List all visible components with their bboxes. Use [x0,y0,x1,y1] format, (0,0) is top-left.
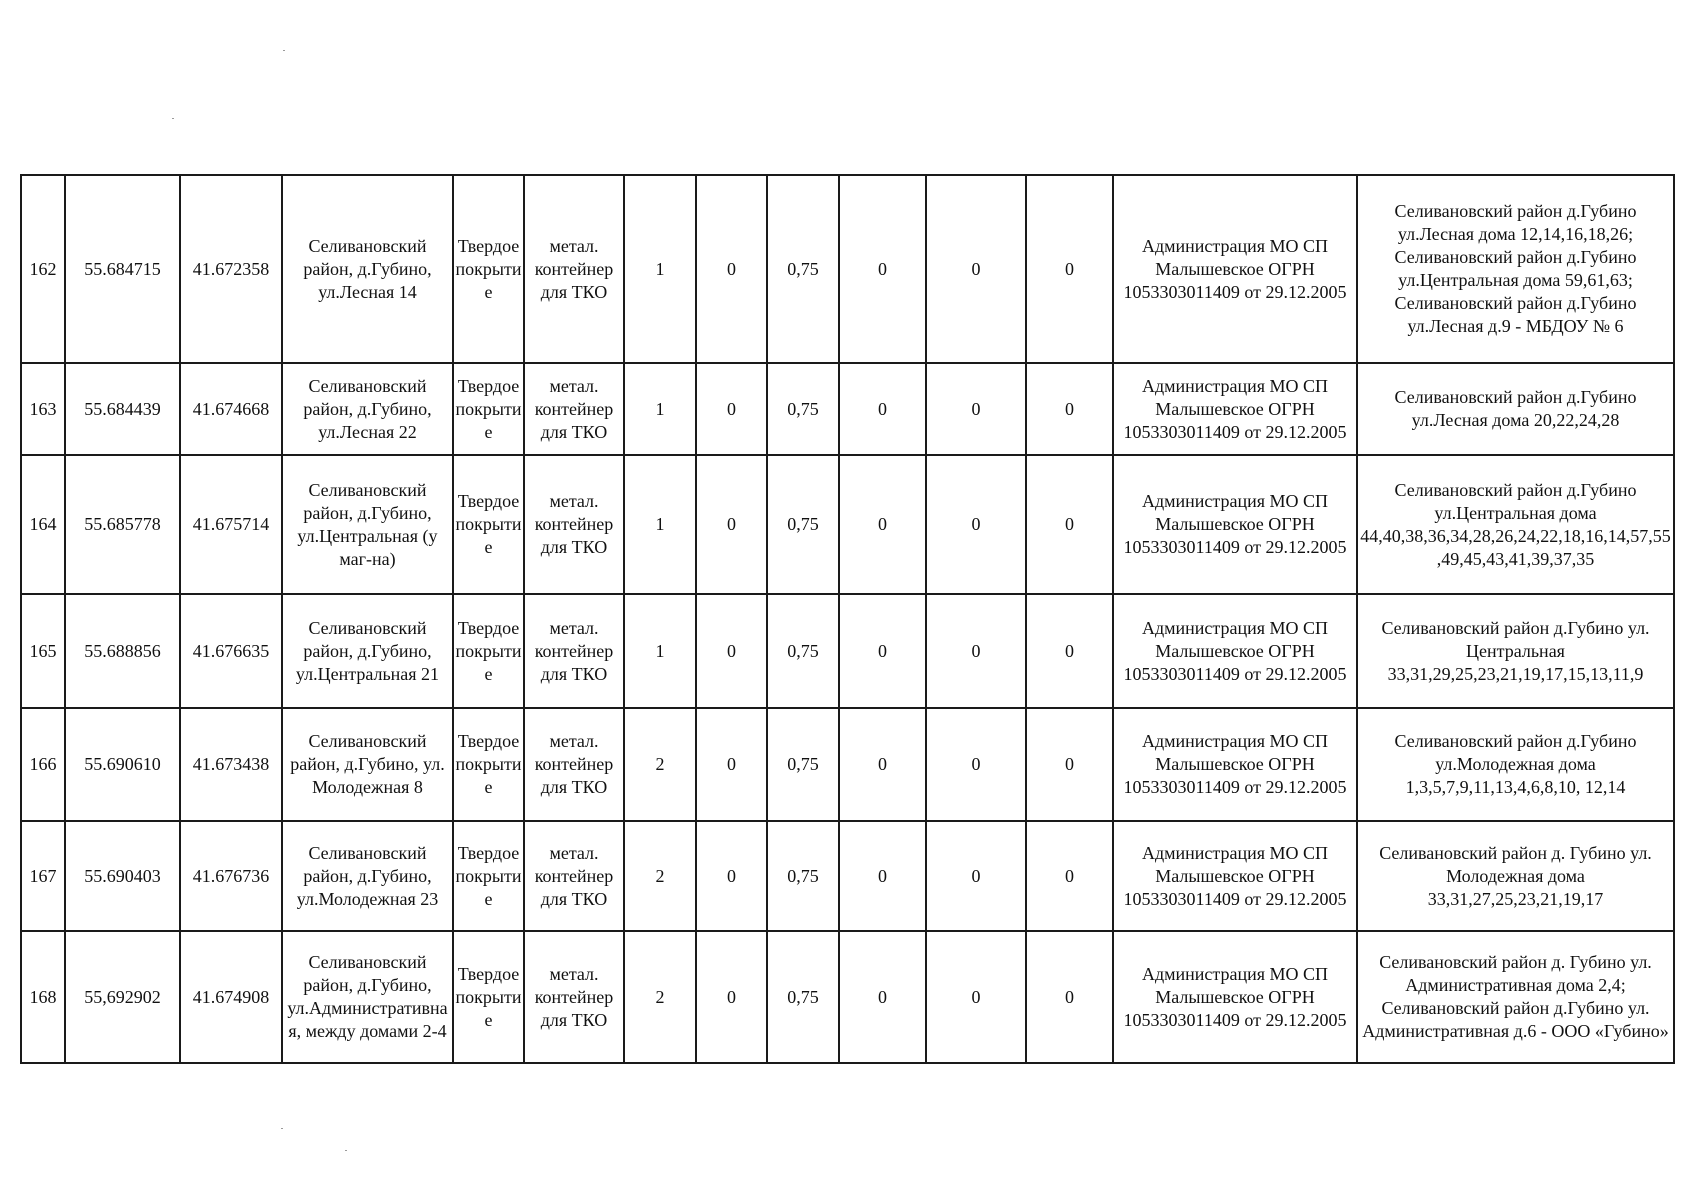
longitude-cell: 41.674908 [180,931,282,1063]
count-cell-5: 0 [926,175,1026,363]
count-cell-6: 0 [1026,455,1113,594]
volume-cell: 0,75 [767,931,839,1063]
volume-cell: 0,75 [767,175,839,363]
row-number: 165 [21,594,65,708]
volume-cell: 0,75 [767,821,839,931]
container-type-cell: метал. контейнер для ТКО [524,175,624,363]
surface-cell: Твердое покрытие [453,363,524,455]
scan-speck [345,1150,347,1151]
container-count-cell: 2 [624,821,696,931]
longitude-cell: 41.673438 [180,708,282,821]
registry-rows [21,175,1674,1063]
surface-cell: Твердое покрытие [453,821,524,931]
table-row [21,175,1674,363]
served-objects-cell: Селивановский район д. Губино ул. Административная дома 2,4; Селивановский район д.Губино ул. Административная д.6 - ООО «Губино» [1357,931,1674,1063]
count-cell-4: 0 [839,821,926,931]
container-type-cell: метал. контейнер для ТКО [524,821,624,931]
count-cell-6: 0 [1026,363,1113,455]
count-cell-5: 0 [926,455,1026,594]
row-number: 163 [21,363,65,455]
owner-cell: Администрация МО СП Малышевское ОГРН 1053303011409 от 29.12.2005 [1113,363,1357,455]
container-count-cell: 1 [624,363,696,455]
count-cell-4: 0 [839,175,926,363]
count-cell-5: 0 [926,363,1026,455]
table-row [21,455,1674,594]
table-row [21,363,1674,455]
table-row [21,594,1674,708]
count-cell-4: 0 [839,594,926,708]
count-cell-2: 0 [696,931,767,1063]
surface-cell: Твердое покрытие [453,931,524,1063]
row-number: 167 [21,821,65,931]
served-objects-cell: Селивановский район д.Губино ул.Лесная дома 20,22,24,28 [1357,363,1674,455]
container-count-cell: 2 [624,708,696,821]
count-cell-5: 0 [926,594,1026,708]
longitude-cell: 41.672358 [180,175,282,363]
address-cell: Селивановский район, д.Губино, ул.Центральная (у маг-на) [282,455,453,594]
count-cell-6: 0 [1026,175,1113,363]
count-cell-6: 0 [1026,821,1113,931]
longitude-cell: 41.674668 [180,363,282,455]
latitude-cell: 55.685778 [65,455,180,594]
latitude-cell: 55,692902 [65,931,180,1063]
container-type-cell: метал. контейнер для ТКО [524,455,624,594]
longitude-cell: 41.676635 [180,594,282,708]
surface-cell: Твердое покрытие [453,708,524,821]
row-number: 162 [21,175,65,363]
owner-cell: Администрация МО СП Малышевское ОГРН 1053303011409 от 29.12.2005 [1113,821,1357,931]
count-cell-5: 0 [926,708,1026,821]
scan-speck [281,1128,283,1129]
count-cell-2: 0 [696,455,767,594]
served-objects-cell: Селивановский район д. Губино ул. Молодежная дома 33,31,27,25,23,21,19,17 [1357,821,1674,931]
waste-site-registry-table [20,174,1675,1064]
registry-sheet [20,174,1673,1064]
table-row [21,931,1674,1063]
volume-cell: 0,75 [767,363,839,455]
longitude-cell: 41.675714 [180,455,282,594]
volume-cell: 0,75 [767,455,839,594]
table-row [21,708,1674,821]
latitude-cell: 55.690403 [65,821,180,931]
volume-cell: 0,75 [767,708,839,821]
surface-cell: Твердое покрытие [453,175,524,363]
surface-cell: Твердое покрытие [453,594,524,708]
served-objects-cell: Селивановский район д.Губино ул. Центральная 33,31,29,25,23,21,19,17,15,13,11,9 [1357,594,1674,708]
count-cell-4: 0 [839,708,926,821]
container-type-cell: метал. контейнер для ТКО [524,708,624,821]
count-cell-5: 0 [926,821,1026,931]
owner-cell: Администрация МО СП Малышевское ОГРН 1053303011409 от 29.12.2005 [1113,455,1357,594]
longitude-cell: 41.676736 [180,821,282,931]
count-cell-2: 0 [696,363,767,455]
address-cell: Селивановский район, д.Губино, ул.Лесная 22 [282,363,453,455]
count-cell-5: 0 [926,931,1026,1063]
count-cell-4: 0 [839,455,926,594]
volume-cell: 0,75 [767,594,839,708]
address-cell: Селивановский район, д.Губино, ул.Административная, между домами 2-4 [282,931,453,1063]
surface-cell: Твердое покрытие [453,455,524,594]
owner-cell: Администрация МО СП Малышевское ОГРН 1053303011409 от 29.12.2005 [1113,931,1357,1063]
row-number: 166 [21,708,65,821]
count-cell-4: 0 [839,931,926,1063]
container-type-cell: метал. контейнер для ТКО [524,594,624,708]
table-row [21,821,1674,931]
owner-cell: Администрация МО СП Малышевское ОГРН 1053303011409 от 29.12.2005 [1113,594,1357,708]
container-count-cell: 1 [624,175,696,363]
container-count-cell: 1 [624,455,696,594]
row-number: 168 [21,931,65,1063]
container-count-cell: 2 [624,931,696,1063]
address-cell: Селивановский район, д.Губино, ул.Молодежная 23 [282,821,453,931]
count-cell-2: 0 [696,175,767,363]
latitude-cell: 55.690610 [65,708,180,821]
latitude-cell: 55.684439 [65,363,180,455]
count-cell-2: 0 [696,594,767,708]
address-cell: Селивановский район, д.Губино, ул. Молодежная 8 [282,708,453,821]
scan-speck [283,50,285,51]
served-objects-cell: Селивановский район д.Губино ул.Лесная дома 12,14,16,18,26; Селивановский район д.Губино ул.Центральная дома 59,61,63; Селивановский район д.Губино ул.Лесная д.9 - МБДОУ № 6 [1357,175,1674,363]
container-type-cell: метал. контейнер для ТКО [524,931,624,1063]
served-objects-cell: Селивановский район д.Губино ул.Центральная дома 44,40,38,36,34,28,26,24,22,18,16,14,57,55,49,45,43,41,39,37,35 [1357,455,1674,594]
container-type-cell: метал. контейнер для ТКО [524,363,624,455]
address-cell: Селивановский район, д.Губино, ул.Центральная 21 [282,594,453,708]
owner-cell: Администрация МО СП Малышевское ОГРН 1053303011409 от 29.12.2005 [1113,708,1357,821]
container-count-cell: 1 [624,594,696,708]
count-cell-6: 0 [1026,594,1113,708]
served-objects-cell: Селивановский район д.Губино ул.Молодежная дома 1,3,5,7,9,11,13,4,6,8,10, 12,14 [1357,708,1674,821]
count-cell-4: 0 [839,363,926,455]
row-number: 164 [21,455,65,594]
count-cell-2: 0 [696,821,767,931]
count-cell-2: 0 [696,708,767,821]
count-cell-6: 0 [1026,708,1113,821]
latitude-cell: 55.684715 [65,175,180,363]
count-cell-6: 0 [1026,931,1113,1063]
latitude-cell: 55.688856 [65,594,180,708]
address-cell: Селивановский район, д.Губино, ул.Лесная 14 [282,175,453,363]
owner-cell: Администрация МО СП Малышевское ОГРН 1053303011409 от 29.12.2005 [1113,175,1357,363]
scan-speck [172,118,174,119]
